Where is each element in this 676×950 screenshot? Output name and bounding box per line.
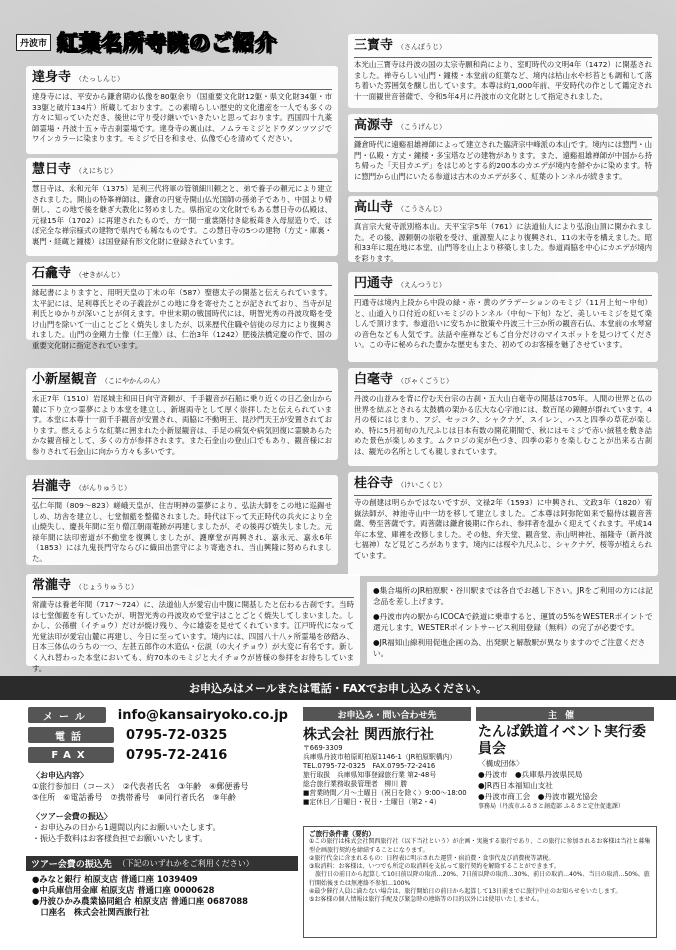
note: ●丹波市内の駅からICOCAで鉄道に乗車すると、運賃の5%をWESTERポイントで還元します。WESTERポイントサービス利用登録（無料）の完了が必要です。 <box>373 612 653 632</box>
temple-reading: （じょうりゅうじ） <box>75 583 139 591</box>
organizer-sub: 〈構成団体〉 <box>478 759 524 768</box>
items-list <box>32 781 302 803</box>
temple-card <box>26 368 338 460</box>
agency-heading: お申込み・問い合わせ先 <box>303 707 471 721</box>
terms-heading: ご旅行条件書（要約） <box>309 830 375 838</box>
bank-line: ●みなと銀行 柏原支店 普通口座 1039409 <box>32 874 198 884</box>
agency-line: 総合旅行業務取扱管理者 柳川 勝 <box>303 780 408 788</box>
temple-name: 常瀧寺 <box>32 578 72 593</box>
bank-heading-text: ツアー会費の振込先 <box>31 860 112 870</box>
contact-label: 電話 <box>28 727 114 743</box>
temple-name: 石龕寺 <box>32 266 72 281</box>
temple-reading: （こうさんじ） <box>397 205 447 213</box>
temple-description: 本光山三寳寺は丹波の国の太宗寺願和尚により、室町時代の文明4年（1472）に開基されました。禅寺らしい山門・鐘楼・本堂前の紅葉など、境内は枯山水や杉苔とも調和して落ち着いた雰囲気を醸し出しています。本尊は約1,000年前、平安時代の作として鑑定され十一面観世音菩薩で、令和5年4月に丹波市の文化財として指定されました。 <box>354 60 652 101</box>
agency-line: ■営業時間／月〜土曜日（祝日を除く）9:00〜18:00 <box>303 789 467 797</box>
organizer-heading: 主催 <box>476 707 654 721</box>
temple-name: 三寳寺 <box>354 38 394 53</box>
title-text: 紅葉名所寺院のご紹介 <box>57 31 278 55</box>
organizer-line: ●丹波市商工会 ●丹波市観光協会 <box>478 792 598 801</box>
agency-line: TEL.0795-72-0325 FAX.0795-72-2416 <box>303 762 436 770</box>
temple-reading: （びゃくごうじ） <box>397 377 454 385</box>
temple-card <box>26 574 360 673</box>
agency-line: ■定休日／日曜日・祝日・土曜日（第2・4） <box>303 798 441 806</box>
bank-line: ●中兵庫信用金庫 柏原支店 普通口座 0000628 <box>32 885 215 895</box>
city-tag: 丹波市 <box>16 34 51 51</box>
temple-reading: （えんつうじ） <box>397 281 446 289</box>
organizer-block <box>478 724 656 811</box>
notes-box <box>367 582 659 664</box>
contact-label: メール <box>28 707 106 723</box>
temple-card <box>348 472 658 576</box>
temple-reading: （たっしんじ） <box>75 75 125 83</box>
temple-card <box>348 114 658 192</box>
temple-name: 慧日寺 <box>32 162 72 177</box>
terms-line: ⑤お客様の個人情報は旅行手配及び緊急時の連絡等の目的以外には使用いたしません。 <box>309 896 543 904</box>
temple-reading: （せきがんじ） <box>75 271 125 279</box>
contact-row-email <box>28 706 288 724</box>
temple-description: 常瀧寺は養老年間（717〜724）に、法道仙人が愛宕山中腹に開基したと伝わる古刹です。当時は七堂伽藍を有していたが、明智光秀の丹波攻めで堂宇はことごとく焼失してしまいました。しかし、公孫樹（イチョウ）だけが焼け残り、今に雄姿を見せてくれています。江戸時代になって光覚法印が愛宕山麓に再建し、今日に至っています。境内には、四国八十八ヶ所霊場を砂踏み、日本三体仏のうちの一つ、左甚五郎作の木造仏・伝説（の大イチョウ）が大変に有名です。新しく入れ替わった本堂においても、約70本のモミジと大イチョウが皆様の参拝をお待ちしています。 <box>32 600 354 673</box>
fees-line: ・お申込みの日から1週間以内にお願いいたします。 <box>32 823 221 832</box>
fees-line: ・振込手数料はお客様負担でお願いいたします。 <box>32 834 208 843</box>
temple-card <box>348 272 658 362</box>
note: ●集合場所のJR柏原駅・谷川駅までは各自でお越し下さい。JRをご利用の方には記念品を差し上げます。 <box>373 586 653 606</box>
bank-line: 口座名 株式会社関西旅行社 <box>32 907 150 917</box>
terms-line: ②旅行代金に含まれるもの：日程表に明示された運賃・宿泊費・食事代及び消費税等諸税。 <box>309 854 555 862</box>
temple-description: 永正7年（1510）岩尾城主和田日向守斉頼が、千手観音が石船に乗り近くの日乙金山から麓に下り立つ霊夢により本堂を建立し、新堀両寺として厚く崇拝したと伝えられています。本堂に本尊十一面千手観音が安置され、両脇に不動明王、昆沙門天王が安置されております。燃えるような紅葉に囲まれた小新屋観音は、手足の病気や病気回復に霊験あらたかな観音様として、多くの方が参拝されます。また石金山の登山口でもあり、観音様にお参りされて石金山に向かう方々も多いです。 <box>32 394 332 456</box>
items-heading: 〈お申込内容〉 <box>32 771 88 780</box>
organizer-office: 事務局（丹波市ふるさと創造部 ふるさと定住促進課） <box>478 803 624 810</box>
temple-description: 真言宗大覚寺派別格本山。天平宝字5年（761）に法道仙人により弘浪山頂に開かれました。その後、源頼朝の崇敬を受け、重源聖人により復興され、11の末寺を構えました。昭和33年に現在地に本堂、山門等を山上より移築しました。参道両脇を中心にカエデが境内を彩ります。 <box>354 222 652 263</box>
temple-name: 白毫寺 <box>354 372 394 387</box>
temple-description: 達身寺には、平安から鎌倉期の仏像を80躯余り（国重要文化財12躯・県文化財34躯・市33躯と破片134片）所蔵しております。この素晴らしい歴史的文化遺産を一人でも多くの方々に知っていただき、後世に守り受け継いでいきたいと思っております。西国四十九薬師霊場・丹波十五ヶ寺古刹霊場です。達身寺の裏山は、ノムラモミジとドウダンツツジでワインカラーに染まります。モミジで日を和ませ、仏像で心を清めてください。 <box>32 92 332 144</box>
travel-terms <box>303 826 657 938</box>
agency-line: 〒669-3309 <box>303 744 343 752</box>
temple-description: 丹波の山並みを背に佇む天台宗の古刹・五大山白毫寺の開基は705年。人間の世界と仏の世界を結ぶとされる太鼓橋の架かる広大な心字池には、数百尾の錦鯉が群れています。4月の桜にはじまり、フジ、セッコク、シャクナゲ、スイレン、ハスと四季の草花が楽しめ、特に5月初旬の九尺ふじは日本有数の開花期間で、秋にはモミジで赤い絨毯を敷き詰めた景色が楽しめます。ムクロジの実が色づき、四季の彩りを楽しむことが出来る古刹は、観光の名所としても親しまれています。 <box>354 394 652 456</box>
temple-card <box>26 66 338 154</box>
temple-name: 高源寺 <box>354 118 394 133</box>
agency-block <box>303 724 471 807</box>
bank-list <box>32 874 248 918</box>
bank-line: ●丹波ひかみ農業協同組合 柏原支店 普通口座 0687088 <box>32 896 248 906</box>
temple-reading: （けいこくじ） <box>397 481 447 489</box>
terms-line: 旅行日の前日から起算して10日前以降の取消…20%、7日前以降の取消…30%、前日の取消…40%、当日の取消…50%、旅行開始後または無連絡不参加…100% <box>309 871 650 887</box>
temple-card <box>26 475 338 565</box>
temple-description: 弘仁年間（809〜823）嵯峨天皇が、住吉明神の霊夢により、弘法大師をこの地に巡錫せしめ、坊舎を建立し、七堂伽藍を整備されました。時代は下って天正時代の兵火により全山焼失し、慶長年間に至り僧江朝雨菴跡が再建しましたが、その後再び焼失しました。元禄年間に法印密道が不動堂を復興しましたが、護摩堂が再興され、嘉永元、嘉永6年（1853）には九鬼長門守ならびに織田出雲守により寄進され、当山興隆に努められました。 <box>32 501 332 563</box>
phone-link[interactable]: 0795-72-0325 <box>126 727 228 743</box>
temple-card <box>26 262 338 350</box>
email-link[interactable]: info@kansairyoko.co.jp <box>117 707 288 723</box>
note: ●JR福知山線利用促進企画の為、出発駅と解散駅が異なりますのでご注意ください。 <box>373 638 646 658</box>
agency-line: 旅行取扱 兵庫県知事登録旅行業 第2-48号 <box>303 771 437 779</box>
temple-description: 円通寺は境内上段から中段の緑・赤・黄のグラデーションのモミジ（11月上旬〜中旬）と、山道入り口付近の紅いモミジのトンネル（中旬〜下旬）など、美しいモミジを見て楽しんで頂けます。参道沿いに安ちかに散策や丹波三十三か所の観音石仏、本堂前の水琴窟の音色なども人気です。法話や座禅などもご自分だけのマイスポットを見つけてください。この寺に秘められた豊かな歴史もまた、初めてのお客様を魅了させています。 <box>354 298 652 350</box>
temple-description: 慧日寺は、永和元年（1375）足利三代将軍の管領細川頼之と、弟で養子の頼元により建立されました。開山の特峯禅師は、鎌倉の円覚寺開山仏光国師の孫弟子であり、中国より帰朝し、この地で後を継ぎ大教化に努めました。県指定の文化財でもある慧日寺の仏殿は、元禄15年（1702）に再建されたもので、方一間一重裳階付き総板葺き入母屋造りで、ほぼ完全な禅宗様式の建物で県内でも稀なものです。この慧日寺の5つの建物（方丈・庫裏・裏門・経蔵と鐘楼）は国登録有形文化財に登録されています。 <box>32 184 332 246</box>
temple-description: 縁起書によりますと、用明天皇の丁未の年（587）聖徳太子の開基と伝えられています。太平記には、足利尊氏とその子義詮がこの地に身を寄せたことが記されており、当寺が足利氏とゆかりが深いことが伺えます。中世末期の戦国時代には、明智光秀の丹波攻略を受け山門を除いて一山ことごとく焼失しましたが、以来歴代住職や信徒の尽力により復興されました。山門の金剛力士像（仁王像）は、仁治3年（1242）肥後法橋定慶の作で、国の重要文化財に指定されています。 <box>32 288 332 350</box>
temple-name: 小新屋観音 <box>32 372 98 387</box>
temple-reading: （さんぼうじ） <box>397 43 447 51</box>
temple-card <box>26 158 338 256</box>
items-line: ⑤住所 ⑥電話番号 ⑦携帯番号 ⑧同行者氏名 ⑨年齢 <box>32 793 236 802</box>
temple-description: 鎌倉時代に遠谿祖雄禅師によって建立された臨済宗中峰派の本山です。境内には惣門・山門・仏殿・方丈・鐘楼・多宝塔などの建物があります。また、遠谿祖雄禅師が中国から持ち帰った「天目カエデ」をはじめとする約200本のカエデが境内を鮮やかに染めます。特に惣門から山門にいたる参道は古木のカエデが多く、紅葉のトンネルが続きます。 <box>354 140 652 181</box>
temple-card <box>348 196 658 262</box>
temple-name: 高山寺 <box>354 200 394 215</box>
organizer-line: ●JR西日本福知山支社 <box>478 781 553 790</box>
agency-line: 兵庫県丹波市柏原町柏原1146-1（JR柏原駅構内） <box>303 753 457 761</box>
temple-description: 寺の創建は明らかではないですが、文禄2年（1593）に中興され、文政3年（1820）宥嶽法師が、神池寺山中一坊を移して建立しました。ご本尊は阿弥陀如来で脇侍は観音菩薩、勢至菩薩です。両菩薩は鎌倉後期に作られ、参拝者を温かく迎えてくれます。平成14年に本堂、庫裡を改修しました。その他、弁天堂、観音堂、赤山明神社、福隆寺（新丹波七福神）など見どころがあります。境内には桜や九尺ふじ、シャクナゲ、桜等が植えられています。 <box>354 498 652 560</box>
organizer-line: ●丹波市 ●兵庫県丹波県民局 <box>478 770 583 779</box>
page-title <box>16 24 336 60</box>
terms-line: ①この旅行は株式会社関西旅行社（以下当社という）が企画・実施する旅行であり、この旅行に参加されるお客様は当社と募集型企画旅行契約を締結することになります。 <box>309 838 651 854</box>
contact-row-phone <box>28 726 288 744</box>
temple-reading: （こうげんじ） <box>397 123 447 131</box>
temple-name: 岩瀧寺 <box>32 479 72 494</box>
bank-heading-sub: （下記のいずれかをご利用ください） <box>117 859 254 868</box>
temple-reading: （えにちじ） <box>75 167 118 175</box>
fees-list <box>32 822 220 844</box>
bank-heading <box>26 856 298 871</box>
temple-name: 桂谷寺 <box>354 476 394 491</box>
temple-reading: （こにやかんのん） <box>101 377 165 385</box>
temple-card <box>348 368 658 466</box>
organizer-name: たんば鉄道イベント実行委員会 <box>478 724 646 757</box>
temple-name: 達身寺 <box>32 70 72 85</box>
temple-reading: （がんりゅうじ） <box>75 484 132 492</box>
contact-row-fax <box>28 746 288 764</box>
fax-number: 0795-72-2416 <box>126 747 228 763</box>
items-line: ①旅行参加日（コース） ②代表者氏名 ③年齢 ④郵便番号 <box>32 782 249 791</box>
temple-card <box>348 34 658 108</box>
fees-heading: 〈ツアー会費の振込〉 <box>32 812 112 821</box>
terms-line: ④最少催行人員に満たない場合は、旅行開始日の前日から起算して13日前までに旅行中止のお知らせをいたします。 <box>309 888 622 896</box>
terms-line: ③取消料：お客様は、いつでも所定の取消料を支払って旅行契約を解除することができます。 <box>309 863 560 871</box>
contact-label: FAX <box>28 747 114 763</box>
application-banner: お申込みはメールまたは電話・FAXでお申し込みください。 <box>0 676 676 700</box>
agency-name: 株式会社 関西旅行社 <box>303 727 434 743</box>
temple-name: 円通寺 <box>354 276 394 291</box>
